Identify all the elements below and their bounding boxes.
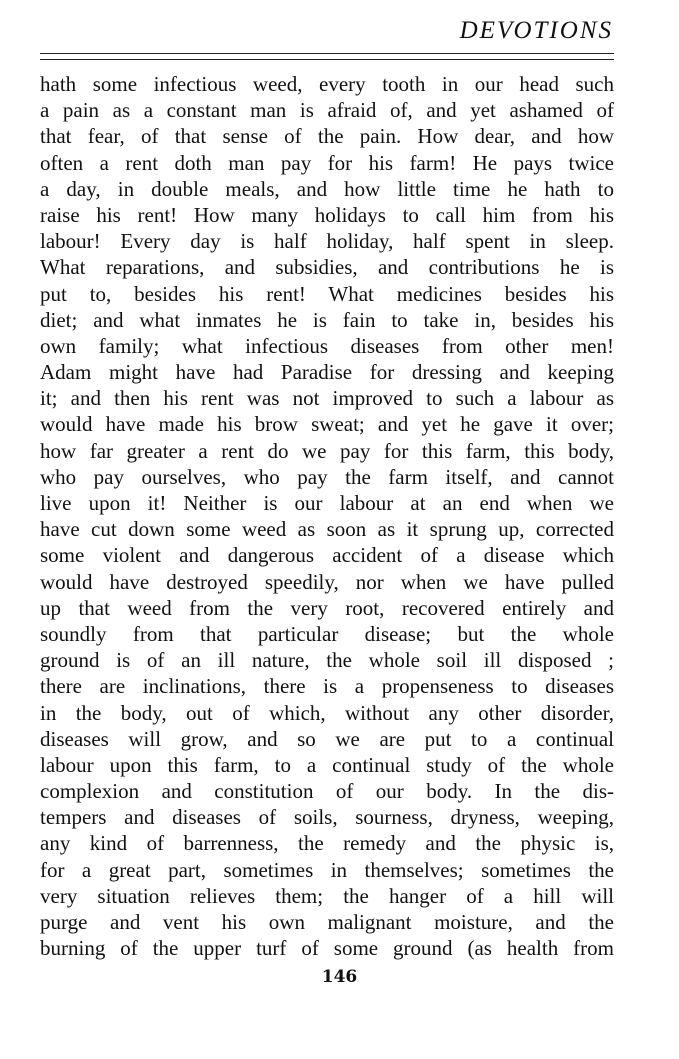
text-line: for a great part, sometimes in themselves; sometimes the xyxy=(40,857,614,882)
text-line: complexion and constitution of our body. In the dis- xyxy=(40,779,614,804)
text-line: purge and vent his own malignant moisture, and the xyxy=(40,910,614,934)
page-number: 146 xyxy=(321,967,358,987)
text-line: up that weed from the very root, recovered entirely and xyxy=(40,595,614,620)
text-line: have cut down some weed as soon as it sprung up, corrected xyxy=(40,517,614,542)
text-line: labour upon this farm, to a continual study of the whole xyxy=(40,752,614,777)
text-line: labour! Every day is half holiday, half spent in sleep. xyxy=(40,229,614,254)
text-line: would have made his brow sweat; and yet he gave it over; xyxy=(40,412,614,437)
text-line: burning of the upper turf of some ground (as health from xyxy=(40,936,614,961)
text-line: how far greater a rent do we pay for this farm, this body, xyxy=(40,438,614,463)
text-line: What reparations, and subsidies, and contributions he is xyxy=(40,255,614,280)
text-line: Adam might have had Paradise for dressing and keeping xyxy=(40,360,614,385)
text-line: ground is of an ill nature, the whole soil ill disposed ; xyxy=(40,648,614,673)
text-line: own family; what infectious diseases from other men! xyxy=(40,333,614,358)
text-line: soundly from that particular disease; but the whole xyxy=(40,621,614,646)
text-line: put to, besides his rent! What medicines besides his xyxy=(40,281,614,306)
text-line: diseases will grow, and so we are put to a continual xyxy=(40,726,614,751)
text-line: there are inclinations, there is a propenseness to diseases xyxy=(40,674,614,699)
text-line: raise his rent! How many holidays to call him from his xyxy=(40,202,614,227)
text-line: any kind of barrenness, the remedy and the physic is, xyxy=(40,831,614,856)
text-line: it; and then his rent was not improved to such a labour as xyxy=(40,386,614,411)
running-head: DEVOTIONS xyxy=(459,17,613,44)
header-rule-bottom xyxy=(40,59,614,60)
text-line: often a rent doth man pay for his farm! He pays twice xyxy=(40,150,614,175)
text-line: diet; and what inmates he is fain to take in, besides his xyxy=(40,307,614,332)
text-line: very situation relieves them; the hanger of a hill will xyxy=(40,883,614,908)
text-line: in the body, out of which, without any other disorder, xyxy=(40,700,614,725)
text-line: would have destroyed speedily, nor when we have pulled xyxy=(40,569,614,594)
header-rule-top xyxy=(40,53,614,54)
text-line: live upon it! Neither is our labour at an end when we xyxy=(40,491,614,515)
text-line: hath some infectious weed, every tooth in our head such xyxy=(40,72,614,96)
text-line: a day, in double meals, and how little time he hath to xyxy=(40,176,614,201)
text-line: that fear, of that sense of the pain. How dear, and how xyxy=(40,124,614,149)
text-line: who pay ourselves, who pay the farm itself, and cannot xyxy=(40,464,614,489)
text-line: some violent and dangerous accident of a disease which xyxy=(40,543,614,568)
text-line: tempers and diseases of soils, sourness, dryness, weeping, xyxy=(40,805,614,830)
text-line: a pain as a constant man is afraid of, and yet ashamed of xyxy=(40,98,614,123)
body-text xyxy=(40,71,614,961)
